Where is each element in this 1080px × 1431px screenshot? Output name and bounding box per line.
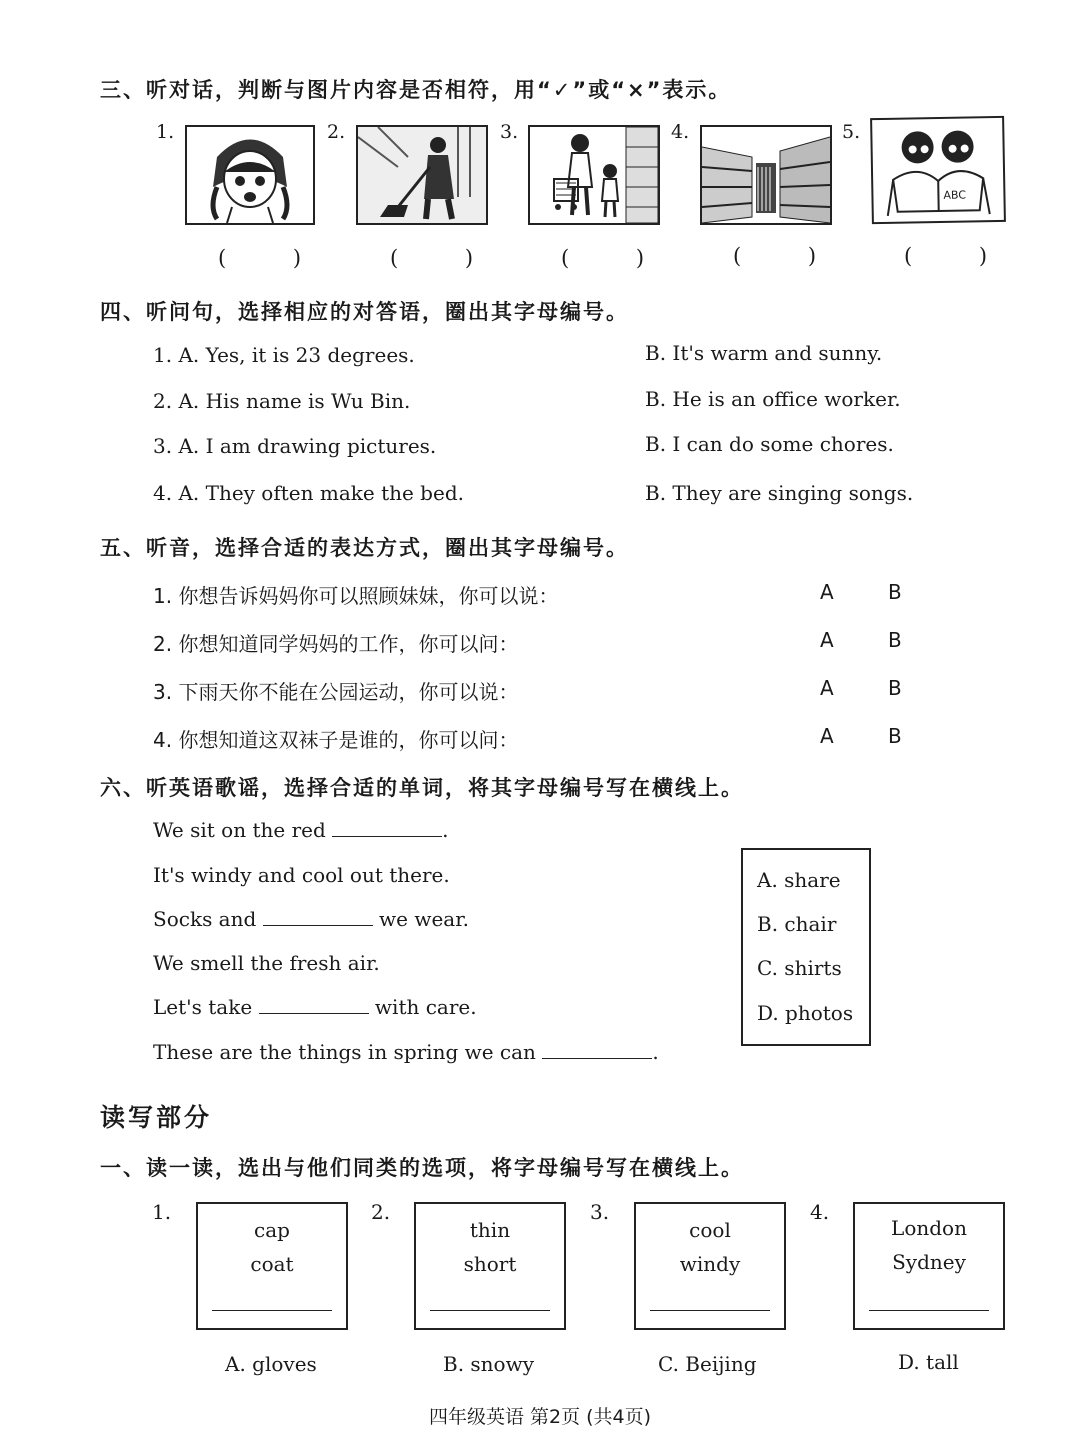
box-number: 3. <box>590 1200 610 1224</box>
category-word: coat <box>250 1252 294 1276</box>
chant-text: Let's take <box>153 995 253 1019</box>
choice-b[interactable]: B <box>888 628 902 652</box>
answer-parentheses[interactable]: ( ) <box>218 246 332 270</box>
chant-line-3 <box>153 907 469 931</box>
choice-option: A. gloves <box>225 1352 317 1376</box>
chant-line-2 <box>153 863 450 887</box>
picture-number: 5. <box>842 121 861 143</box>
option-a[interactable]: 1. A. Yes, it is 23 degrees. <box>153 343 415 367</box>
word-options-box <box>741 848 871 1046</box>
answer-parentheses[interactable]: ( ) <box>561 246 675 270</box>
children-reading-icon <box>870 116 1006 224</box>
svg-text:ABC: ABC <box>943 188 967 202</box>
word-option: C. shirts <box>757 956 842 980</box>
choice-a[interactable]: A <box>820 580 834 604</box>
option-b[interactable]: B. It's warm and sunny. <box>645 341 883 365</box>
option-b[interactable]: B. He is an office worker. <box>645 387 901 411</box>
choice-b[interactable]: B <box>888 676 902 700</box>
reading-writing-title: 读写部分 <box>100 1103 213 1132</box>
category-box <box>853 1202 1005 1330</box>
category-word: cap <box>254 1218 290 1242</box>
answer-blank[interactable] <box>212 1310 332 1311</box>
section5-heading: 五、听音，选择合适的表达方式，圈出其字母编号。 <box>100 536 629 560</box>
chant-text: Socks and <box>153 907 257 931</box>
chant-text: we wear. <box>379 907 469 931</box>
option-a[interactable]: 2. A. His name is Wu Bin. <box>153 389 411 413</box>
choice-b[interactable]: B <box>888 580 902 604</box>
option-a[interactable]: 4. A. They often make the bed. <box>153 481 464 505</box>
chant-line-1 <box>153 818 448 842</box>
category-word: Sydney <box>892 1250 966 1274</box>
picture-number: 3. <box>500 121 519 143</box>
chant-line-4 <box>153 951 380 975</box>
crying-girl-icon <box>185 125 315 225</box>
category-word: London <box>891 1216 967 1240</box>
choice-b[interactable]: B <box>888 724 902 748</box>
word-option: D. photos <box>757 1001 854 1025</box>
chant-text: It's windy and cool out there. <box>153 863 450 887</box>
chant-line-6 <box>153 1040 659 1064</box>
box-number: 2. <box>371 1200 391 1224</box>
category-word: thin <box>469 1218 511 1242</box>
answer-blank[interactable] <box>869 1310 989 1311</box>
question-text: 4. 你想知道这双袜子是谁的，你可以问： <box>153 728 519 752</box>
answer-blank[interactable] <box>650 1310 770 1311</box>
section6-heading: 六、听英语歌谣，选择合适的单词，将其字母编号写在横线上。 <box>100 776 744 800</box>
shopping-mother-child-icon <box>528 125 660 225</box>
answer-blank[interactable] <box>430 1310 550 1311</box>
answer-parentheses[interactable]: ( ) <box>390 246 504 270</box>
question-text: 1. 你想告诉妈妈你可以照顾妹妹，你可以说： <box>153 584 559 608</box>
option-a[interactable]: 3. A. I am drawing pictures. <box>153 434 437 458</box>
category-word: short <box>463 1252 517 1276</box>
chant-text: with care. <box>374 995 477 1019</box>
chant-text: . <box>652 1040 659 1064</box>
picture-number: 2. <box>327 121 346 143</box>
word-option: A. share <box>757 868 841 892</box>
choice-option: D. tall <box>898 1350 959 1374</box>
section3-heading: 三、听对话，判断与图片内容是否相符，用“✓”或“×”表示。 <box>100 78 732 102</box>
question-text: 3. 下雨天你不能在公园运动，你可以说： <box>153 680 519 704</box>
answer-blank[interactable] <box>332 818 442 837</box>
category-box <box>414 1202 566 1330</box>
word-option: B. chair <box>757 912 837 936</box>
picture-number: 4. <box>671 121 690 143</box>
answer-blank[interactable] <box>542 1040 652 1059</box>
chant-line-5 <box>153 995 477 1019</box>
choice-a[interactable]: A <box>820 628 834 652</box>
question-text: 2. 你想知道同学妈妈的工作，你可以问： <box>153 632 519 656</box>
choice-a[interactable]: A <box>820 676 834 700</box>
page-footer: 四年级英语 第2页 (共4页) <box>428 1406 652 1428</box>
chant-text: We sit on the red <box>153 818 326 842</box>
category-word: windy <box>679 1252 741 1276</box>
category-box <box>196 1202 348 1330</box>
chant-text: These are the things in spring we can <box>153 1040 536 1064</box>
answer-blank[interactable] <box>259 995 369 1014</box>
option-b[interactable]: B. I can do some chores. <box>645 432 894 456</box>
chant-text: We smell the fresh air. <box>153 951 380 975</box>
section4-heading: 四、听问句，选择相应的对答语，圈出其字母编号。 <box>100 300 629 324</box>
answer-blank[interactable] <box>263 907 373 926</box>
choice-option: C. Beijing <box>658 1352 757 1376</box>
choice-option: B. snowy <box>443 1352 535 1376</box>
answer-parentheses[interactable]: ( ) <box>733 244 847 268</box>
answer-parentheses[interactable]: ( ) <box>904 244 1018 268</box>
sweeping-worker-icon <box>356 125 488 225</box>
option-b[interactable]: B. They are singing songs. <box>645 481 914 505</box>
library-shelves-icon <box>700 125 832 225</box>
choice-a[interactable]: A <box>820 724 834 748</box>
picture-number: 1. <box>156 121 175 143</box>
category-word: cool <box>689 1218 731 1242</box>
chant-text: . <box>442 818 449 842</box>
box-number: 4. <box>810 1200 830 1224</box>
box-number: 1. <box>152 1200 172 1224</box>
reading-section1-heading: 一、读一读，选出与他们同类的选项，将字母编号写在横线上。 <box>100 1156 744 1180</box>
category-box <box>634 1202 786 1330</box>
